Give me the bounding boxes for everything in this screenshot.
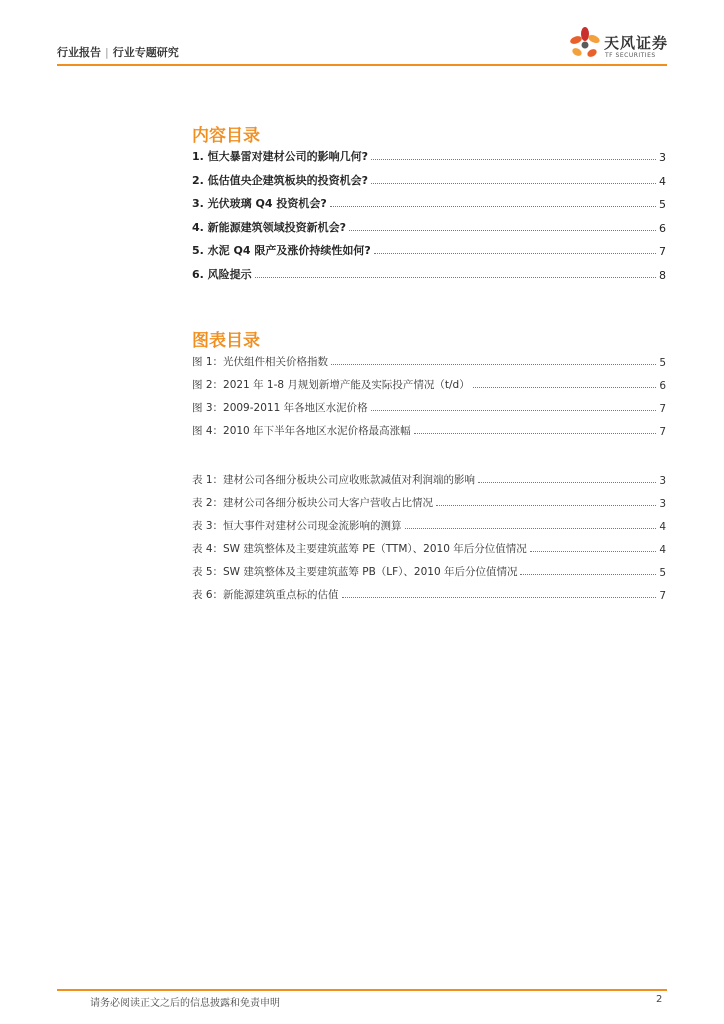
contents-entry-label: 3. 光伏玻璃 Q4 投资机会? — [192, 197, 327, 210]
figure-entry[interactable] — [192, 399, 666, 415]
dot-leader — [342, 597, 657, 598]
figure-entry[interactable] — [192, 376, 666, 392]
dot-leader — [331, 364, 656, 365]
contents-entry-page: 7 — [659, 245, 666, 258]
dot-leader — [371, 183, 656, 184]
table-entry[interactable] — [192, 471, 666, 487]
table-entry-page: 3 — [659, 498, 666, 510]
dot-leader — [478, 482, 656, 483]
dot-leader — [414, 433, 657, 434]
contents-title: 内容目录 — [192, 126, 260, 146]
logo-name-en: TF SECURITIES — [605, 52, 656, 59]
report-header — [57, 44, 179, 60]
contents-entry-label: 1. 恒大暴雷对建材公司的影响几何? — [192, 150, 369, 163]
contents-entry-label: 4. 新能源建筑领域投资新机会? — [192, 220, 347, 234]
tf-securities-logo — [568, 26, 678, 62]
figure-entry-label: 图 3：2009-2011 年各地区水泥价格 — [192, 402, 368, 414]
footer-disclaimer: 请务必阅读正文之后的信息披露和免责申明 — [90, 998, 280, 1009]
dot-leader — [473, 387, 657, 388]
table-entry-label: 表 6：新能源建筑重点标的估值 — [192, 589, 339, 601]
contents-entry[interactable] — [192, 148, 666, 164]
table-entry[interactable] — [192, 540, 666, 556]
table-entry-page: 5 — [659, 567, 666, 579]
dot-leader — [349, 230, 656, 231]
table-entry-page: 7 — [659, 590, 666, 602]
dot-leader — [255, 277, 656, 278]
figure-entry[interactable] — [192, 353, 666, 369]
contents-entry[interactable] — [192, 219, 666, 235]
contents-entry-page: 5 — [659, 198, 666, 211]
contents-entry[interactable] — [192, 172, 666, 188]
charts-title: 图表目录 — [192, 331, 260, 351]
table-entry-label: 表 4：SW 建筑整体及主要建筑蓝筹 PE（TTM）、2010 年后分位值情况 — [192, 543, 527, 555]
dot-leader — [520, 574, 656, 575]
page-number: 2 — [656, 994, 663, 1005]
dot-leader — [330, 206, 656, 207]
table-entry-label: 表 3：恒大事件对建材公司现金流影响的测算 — [192, 520, 402, 532]
table-entry-page: 3 — [659, 475, 666, 487]
figure-entry-label: 图 2：2021 年 1-8 月规划新增产能及实际投产情况（t/d） — [192, 379, 470, 391]
table-entry-page: 4 — [659, 544, 666, 556]
figure-entry[interactable] — [192, 422, 666, 438]
contents-entry[interactable] — [192, 266, 666, 282]
flower-logo-icon — [568, 26, 602, 62]
dot-leader — [374, 253, 656, 254]
figure-entry-page: 7 — [659, 403, 666, 415]
figure-entry-label: 图 4：2010 年下半年各地区水泥价格最高涨幅 — [192, 425, 411, 437]
dot-leader — [371, 159, 656, 160]
contents-entry-page: 3 — [659, 151, 666, 164]
contents-entry-label: 2. 低估值央企建筑板块的投资机会? — [192, 173, 369, 187]
report-category: 行业报告 — [57, 46, 101, 59]
table-entry[interactable] — [192, 494, 666, 510]
figure-entry-page: 5 — [659, 357, 666, 369]
header-separator: | — [105, 46, 109, 59]
table-entry-label: 表 2：建材公司各细分板块公司大客户营收占比情况 — [192, 497, 434, 509]
table-entry[interactable] — [192, 517, 666, 533]
contents-entry-page: 4 — [659, 174, 666, 188]
contents-entry-page: 6 — [659, 221, 666, 235]
figure-entry-label: 图 1：光伏组件相关价格指数 — [192, 356, 329, 368]
figure-entry-page: 7 — [659, 426, 666, 438]
footer-divider — [57, 989, 667, 991]
table-entry-label: 表 1：建材公司各细分板块公司应收账款减值对利润端的影响 — [192, 474, 476, 486]
contents-entry[interactable] — [192, 195, 666, 211]
table-entry[interactable] — [192, 586, 666, 602]
header-divider — [57, 64, 667, 66]
table-entry[interactable] — [192, 563, 666, 579]
contents-entry-label: 5. 水泥 Q4 限产及涨价持续性如何? — [192, 244, 371, 257]
contents-entry-page: 8 — [659, 268, 666, 282]
contents-entry-label: 6. 风险提示 — [192, 267, 252, 281]
logo-name-cn: 天风证券 — [604, 34, 669, 52]
dot-leader — [530, 551, 657, 552]
table-entry-page: 4 — [659, 521, 666, 533]
dot-leader — [371, 410, 657, 411]
report-subcategory: 行业专题研究 — [112, 46, 179, 59]
contents-entry[interactable] — [192, 242, 666, 258]
table-entry-label: 表 5：SW 建筑整体及主要建筑蓝筹 PB（LF）、2010 年后分位值情况 — [192, 566, 518, 578]
figure-entry-page: 6 — [659, 380, 666, 392]
dot-leader — [436, 505, 656, 506]
dot-leader — [405, 528, 657, 529]
